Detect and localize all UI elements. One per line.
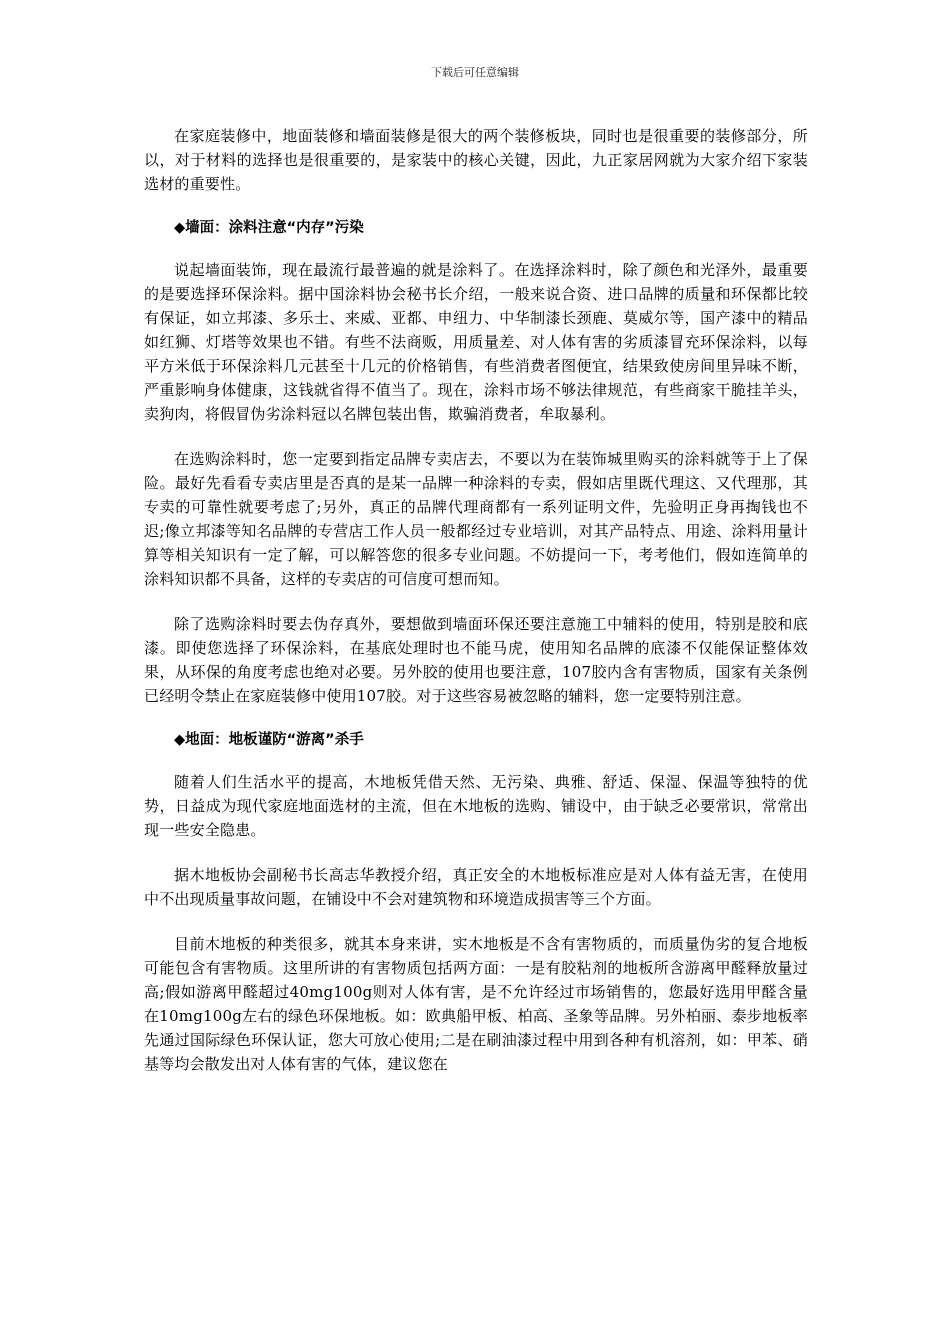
diamond-bullet-icon: ◆ <box>174 220 186 236</box>
wall-paragraph-3: 除了选购涂料时要去伪存真外，要想做到墙面环保还要注意施工中辅料的使用，特别是胶和底漆。即使您选择了环保涂料，在基底处理时也不能马虎，使用知名品牌的底漆不仅能保证整体效果，从环保的角度考虑也绝对必要。另外胶的使用也要注意，107胶内含有害物质，国家有关条例已经明令禁止在家庭装修中使用107胶。对于这些容易被忽略的辅料，您一定要特别注意。 <box>144 615 808 705</box>
article-body <box>144 124 808 1097</box>
section-heading-floor <box>144 729 808 751</box>
diamond-bullet-icon: ◆ <box>174 732 186 748</box>
floor-paragraph-1: 随着人们生活水平的提高，木地板凭借天然、无污染、典雅、舒适、保湿、保温等独特的优势，日益成为现代家庭地面选材的主流，但在木地板的选购、铺设中，由于缺乏必要常识，常常出现一些安全隐患。 <box>144 773 808 839</box>
floor-paragraph-3: 目前木地板的种类很多，就其本身来讲，实木地板是不含有害物质的，而质量伪劣的复合地板可能包含有害物质。这里所讲的有害物质包括两方面：一是有胶粘剂的地板所含游离甲醛释放量过高;假如游离甲醛超过40mg100g则对人体有害，是不允许经过市场销售的，您最好选用甲醛含量在10mg100g左右的绿色环保地板。如：欧典船甲板、柏高、圣象等品牌。另外柏丽、泰步地板率先通过国际绿色环保认证，您大可放心使用;二是在刷油漆过程中用到各种有机溶剂，如：甲苯、硝基等均会散发出对人体有害的气体，建议您在 <box>144 935 808 1073</box>
page-header-note: 下载后可任意编辑 <box>431 66 519 79</box>
wall-paragraph-2: 在选购涂料时，您一定要到指定品牌专卖店去，不要以为在装饰城里购买的涂料就等于上了保险。最好先看看专卖店里是否真的是某一品牌一种涂料的专卖，假如店里既代理这、又代理那，其专卖的可靠性就要考虑了;另外，真正的品牌代理商都有一系列证明文件，先验明正身再掏钱也不迟;像立邦漆等知名品牌的专营店工作人员一般都经过专业培训，对其产品特点、用途、涂料用量计算等相关知识有一定了解，可以解答您的很多专业问题。不妨提问一下，考考他们，假如连简单的涂料知识都不具备，这样的专卖店的可信度可想而知。 <box>144 450 808 588</box>
intro-paragraph: 在家庭装修中，地面装修和墙面装修是很大的两个装修板块，同时也是很重要的装修部分，所以，对于材料的选择也是很重要的，是家装中的核心关键，因此，九正家居网就为大家介绍下家装选材的重要性。 <box>144 127 808 193</box>
floor-paragraph-2: 据木地板协会副秘书长高志华教授介绍，真正安全的木地板标准应是对人体有益无害，在使用中不出现质量事故问题，在铺设中不会对建筑物和环境造成损害等三个方面。 <box>144 866 808 908</box>
section-heading-wall-text: 墙面：涂料注意“内存”污染 <box>185 220 364 236</box>
section-heading-wall <box>144 217 808 239</box>
wall-paragraph-1: 说起墙面装饰，现在最流行最普遍的就是涂料了。在选择涂料时，除了颜色和光泽外，最重要的是要选择环保涂料。据中国涂料协会秘书长介绍，一般来说合资、进口品牌的质量和环保都比较有保证，如立邦漆、多乐士、来威、亚都、申纽力、中华制漆长颈鹿、莫威尔等，国产漆中的精品如红狮、灯塔等效果也不错。有些不法商贩，用质量差、对人体有害的劣质漆冒充环保涂料，以每平方米低于环保涂料几元甚至十几元的价格销售，有些消费者图便宜，结果致使房间里异味不断，严重影响身体健康，这钱就省得不值当了。现在，涂料市场不够法律规范，有些商家干脆挂羊头，卖狗肉，将假冒伪劣涂料冠以名牌包装出售，欺骗消费者，牟取暴利。 <box>144 261 808 423</box>
section-heading-floor-text: 地面：地板谨防“游离”杀手 <box>185 732 364 748</box>
